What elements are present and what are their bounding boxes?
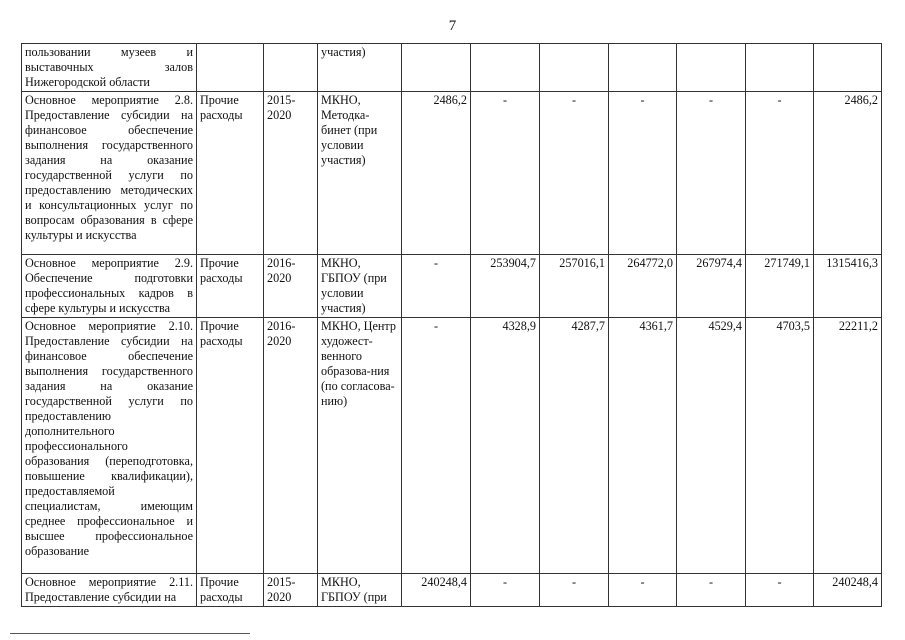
period: 2016- 2020 — [264, 318, 318, 574]
value-cell: - — [540, 574, 609, 607]
measure-name: Основное мероприятие 2.9. Обеспечение подготовки профессиональных кадров в сфере культуры и искусства — [22, 255, 197, 318]
value-cell — [746, 44, 814, 92]
budget-table — [21, 43, 882, 607]
value-cell: 2486,2 — [402, 92, 471, 255]
value-cell: - — [402, 318, 471, 574]
total-cell: 22211,2 — [814, 318, 882, 574]
measure-name: Основное мероприятие 2.10. Предоставление субсидии на финансовое обеспечение выполнения государственного задания на оказание государственной услуги по предоставлению дополнительного профессионального образования (переподготовка, повышение квалификации), предоставляемой специалистам, имеющим среднее профессиональное и высшее профессиональное образование — [22, 318, 197, 574]
value-cell: - — [677, 92, 746, 255]
value-cell: 271749,1 — [746, 255, 814, 318]
period: 2015- 2020 — [264, 92, 318, 255]
value-cell: 4703,5 — [746, 318, 814, 574]
expense-type — [197, 44, 264, 92]
value-cell: 264772,0 — [609, 255, 677, 318]
executor: МКНО, ГБПОУ (при — [318, 574, 402, 607]
table-row — [22, 255, 882, 318]
period: 2016- 2020 — [264, 255, 318, 318]
value-cell: - — [677, 574, 746, 607]
period: 2015- 2020 — [264, 574, 318, 607]
value-cell — [540, 44, 609, 92]
value-cell: 4361,7 — [609, 318, 677, 574]
expense-type: Прочие расходы — [197, 318, 264, 574]
value-cell — [609, 44, 677, 92]
footer-rule — [10, 633, 250, 636]
value-cell: - — [609, 92, 677, 255]
value-cell: 257016,1 — [540, 255, 609, 318]
measure-name: пользовании музеев и выставочных залов Нижегородской области — [22, 44, 197, 92]
value-cell — [471, 44, 540, 92]
total-cell: 240248,4 — [814, 574, 882, 607]
table-row — [22, 318, 882, 574]
value-cell: - — [746, 92, 814, 255]
value-cell: - — [402, 255, 471, 318]
expense-type: Прочие расходы — [197, 255, 264, 318]
value-cell: 240248,4 — [402, 574, 471, 607]
measure-name: Основное мероприятие 2.11. Предоставление субсидии на — [22, 574, 197, 607]
executor: МКНО, ГБПОУ (при условии участия) — [318, 255, 402, 318]
measure-name: Основное мероприятие 2.8. Предоставление субсидии на финансовое обеспечение выполнения государственного задания на оказание государственной услуги по предоставлению методических и консультационных услуг по вопросам образования в сфере культуры и искусства — [22, 92, 197, 255]
page-number: 7 — [448, 18, 457, 34]
value-cell: - — [746, 574, 814, 607]
value-cell: - — [540, 92, 609, 255]
expense-type: Прочие расходы — [197, 574, 264, 607]
table-row — [22, 92, 882, 255]
executor: МКНО, Центр художест-венного образова-ния (по согласова-нию) — [318, 318, 402, 574]
period — [264, 44, 318, 92]
total-cell: 1315416,3 — [814, 255, 882, 318]
executor: МКНО, Методка-бинет (при условии участия) — [318, 92, 402, 255]
value-cell: 267974,4 — [677, 255, 746, 318]
value-cell — [402, 44, 471, 92]
value-cell: 4328,9 — [471, 318, 540, 574]
value-cell — [677, 44, 746, 92]
total-cell — [814, 44, 882, 92]
value-cell: - — [471, 92, 540, 255]
value-cell: 4287,7 — [540, 318, 609, 574]
value-cell: - — [609, 574, 677, 607]
expense-type: Прочие расходы — [197, 92, 264, 255]
value-cell: - — [471, 574, 540, 607]
executor: участия) — [318, 44, 402, 92]
table-row — [22, 574, 882, 607]
table-row — [22, 44, 882, 92]
total-cell: 2486,2 — [814, 92, 882, 255]
value-cell: 4529,4 — [677, 318, 746, 574]
value-cell: 253904,7 — [471, 255, 540, 318]
